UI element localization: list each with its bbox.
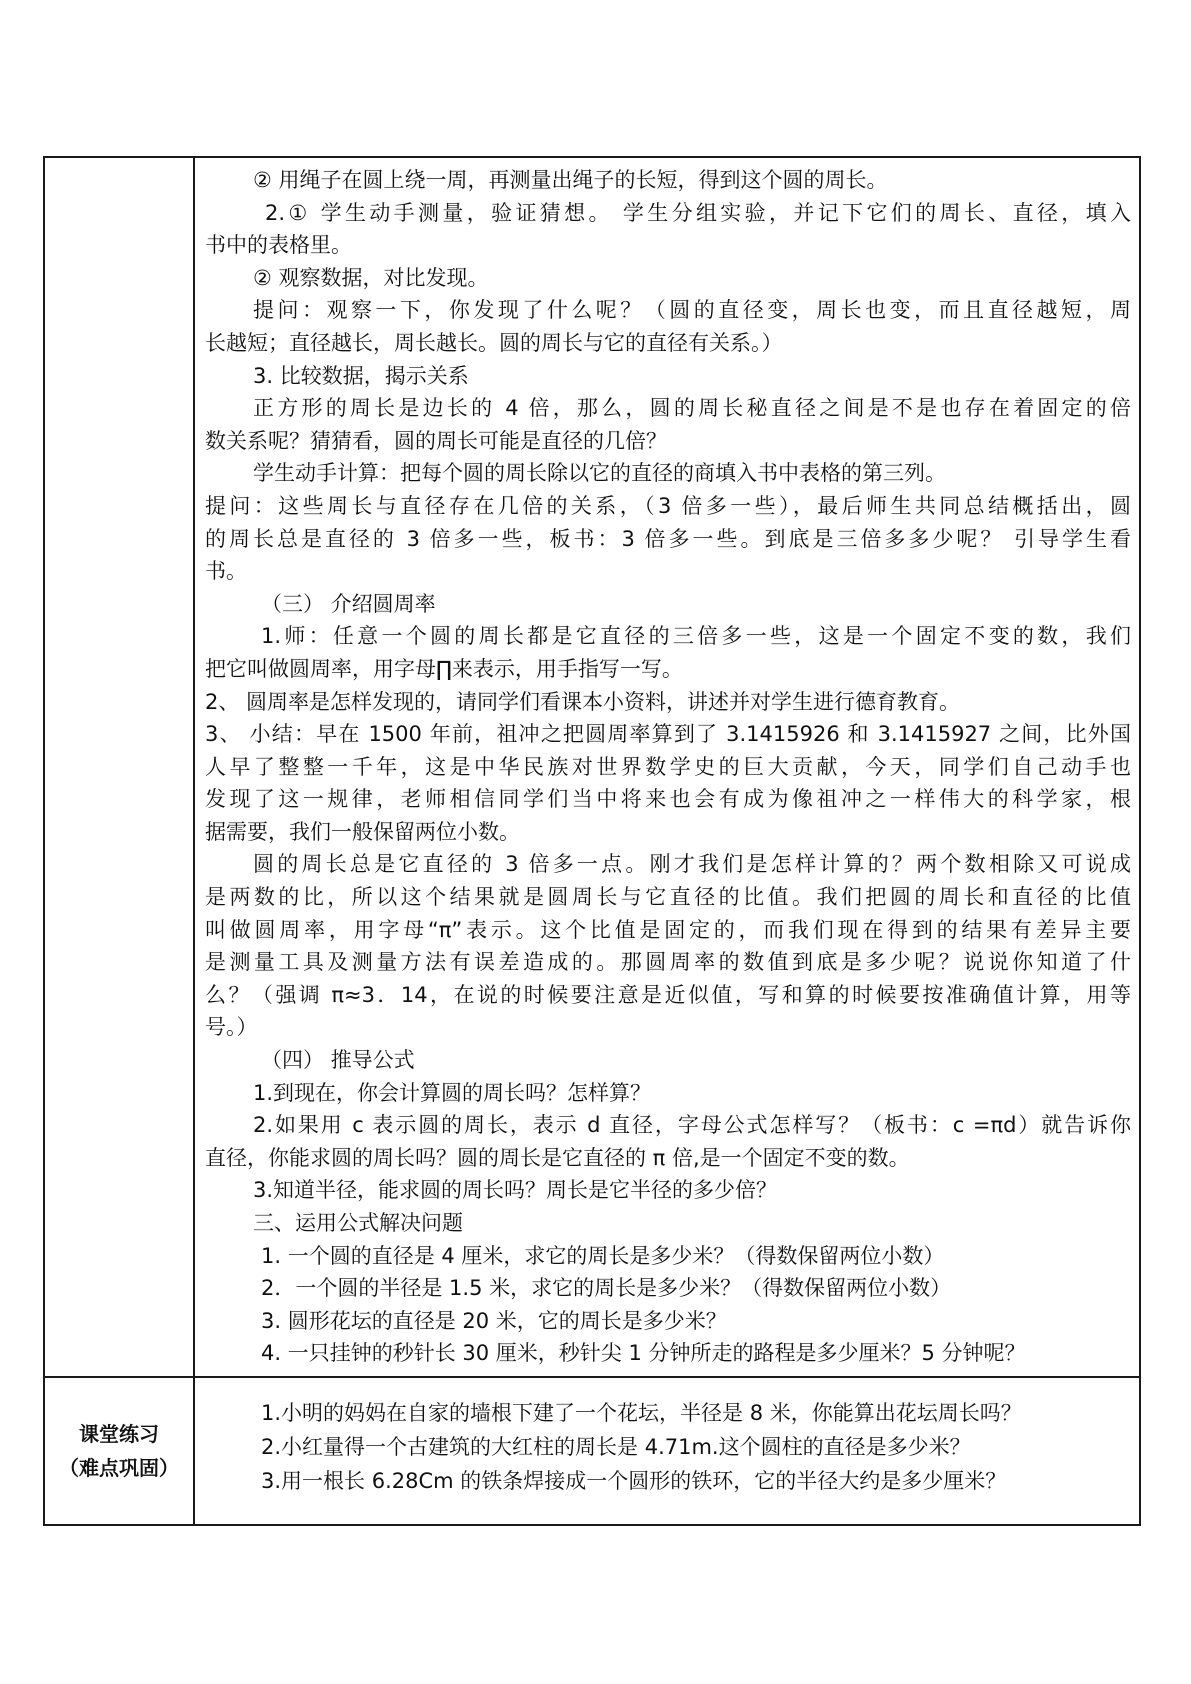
text-line: （三） 介绍圆周率 [261,591,436,616]
text-line: 2.① 学生动手测量，验证猜想。 学生分组实验，并记下它们的周长、直径，填入 [265,200,1131,225]
practice-label-cell [44,1377,194,1525]
text-line: 3、 小结：早在 1500 年前，祖冲之把圆周率算到了 3.1415926 和 3.1415927 之间，比外国 [205,722,1131,747]
practice-item: 3.用一根长 6.28Cm 的铁条焊接成一个圆形的铁环，它的半径大约是多少厘米？ [261,1468,1007,1493]
text-line: 4. 一只挂钟的秒针长 30 厘米，秒针尖 1 分钟所走的路程是多少厘米？5 分钟呢？ [261,1341,1026,1366]
text-line: 的周长总是直径的 3 倍多一些，板书：3 倍多一些。到底是三倍多多少呢？ 引导学生看 [205,526,1131,551]
text-line: 数关系呢？猜猜看，圆的周长可能是直径的几倍？ [205,428,667,453]
practice-item: 2.小红量得一个古建筑的大红柱的周长是 4.71m.这个圆柱的直径是多少米？ [261,1434,971,1459]
practice-item: 1.小明的妈妈在自家的墙根下建了一个花坛，半径是 8 米，你能算出花坛周长吗？ [261,1400,1022,1425]
text-line: （四） 推导公式 [261,1048,415,1073]
lesson-plan-table [43,156,1141,1526]
empty-label-cell [44,157,194,1377]
text-line: 长越短；直径越长，周长越长。圆的周长与它的直径有关系。） [205,330,783,355]
practice-sublabel: （难点巩固） [59,1455,179,1480]
text-line: 提问：观察一下，你发现了什么呢？（圆的直径变，周长也变，而且直径越短，周 [253,298,1131,323]
text-line: 正方形的周长是边长的 4 倍，那么，圆的周长秘直径之间是不是也存在着固定的倍 [253,396,1131,421]
text-line: 2.如果用 c 表示圆的周长，表示 d 直径，字母公式怎样写？（板书：c =πd）就告诉你 [253,1113,1131,1138]
text-line: 书。 [205,559,247,584]
text-line: 3. 圆形花坛的直径是 20 米，它的周长是多少米？ [261,1308,727,1333]
practice-label: 课堂练习 [79,1421,159,1446]
text-line: 三、运用公式解决问题 [253,1211,463,1235]
text-line: 号。） [205,1015,258,1040]
text-line: 学生动手计算：把每个圆的周长除以它的直径的商填入书中表格的第三列。 [253,461,946,486]
text-line: 是测量工具及测量方法有误差造成的。那圆周率的数值到底是多少呢？说说你知道了什 [205,950,1131,975]
text-line: ② 用绳子在圆上绕一周，再测量出绳子的长短，得到这个圆的周长。 [253,168,888,192]
text-line: 3. 比较数据，揭示关系 [253,363,469,388]
text-line: 圆的周长总是它直径的 3 倍多一点。刚才我们是怎样计算的？两个数相除又可说成 [253,852,1131,877]
text-line: 么？（强调 π≈3．14，在说的时候要注意是近似值，写和算的时候要按准确值计算，用等 [205,982,1131,1007]
text-line: 直径，你能求圆的周长吗？圆的周长是它直径的 π 倍,是一个固定不变的数。 [205,1145,910,1170]
teaching-process-cell [194,157,1140,1377]
practice-content-cell [194,1377,1140,1525]
text-line: 叫做圆周率，用字母“π”表示。这个比值是固定的，而我们现在得到的结果有差异主要 [205,917,1131,942]
text-line: 人早了整整一千年，这是中华民族对世界数学史的巨大贡献，今天，同学们自己动手也 [205,754,1131,779]
text-line: 1. 一个圆的直径是 4 厘米，求它的周长是多少米？（得数保留两位小数） [261,1243,945,1268]
text-line: 2、 圆周率是怎样发现的，请同学们看课本小资料，讲述并对学生进行德育教育。 [205,689,961,714]
practice-row [44,1377,1140,1525]
text-line: 把它叫做圆周率，用字母∏来表示，用手指写一写。 [205,656,683,681]
text-line: 发现了这一规律，老师相信同学们当中将来也会有成为像祖冲之一样伟大的科学家，根 [205,787,1131,812]
text-line: 2．一个圆的半径是 1.5 米，求它的周长是多少米？（得数保留两位小数） [261,1276,952,1301]
teaching-process-row [44,157,1140,1377]
text-line: 3.知道半径，能求圆的周长吗？周长是它半径的多少倍？ [253,1178,778,1203]
text-line: 1.到现在，你会计算圆的周长吗？怎样算？ [253,1080,652,1105]
text-line: 提问：这些周长与直径存在几倍的关系，（3 倍多一些），最后师生共同总结概括出，圆 [205,493,1131,518]
text-line: 据需要，我们一般保留两位小数。 [205,819,520,844]
text-line: 书中的表格里。 [205,233,352,258]
text-line: 1.师：任意一个圆的周长都是它直径的三倍多一些，这是一个固定不变的数，我们 [261,624,1131,649]
text-line: 是两数的比，所以这个结果就是圆周长与它直径的比值。我们把圆的周长和直径的比值 [205,885,1131,910]
text-line: ② 观察数据，对比发现。 [253,265,489,290]
